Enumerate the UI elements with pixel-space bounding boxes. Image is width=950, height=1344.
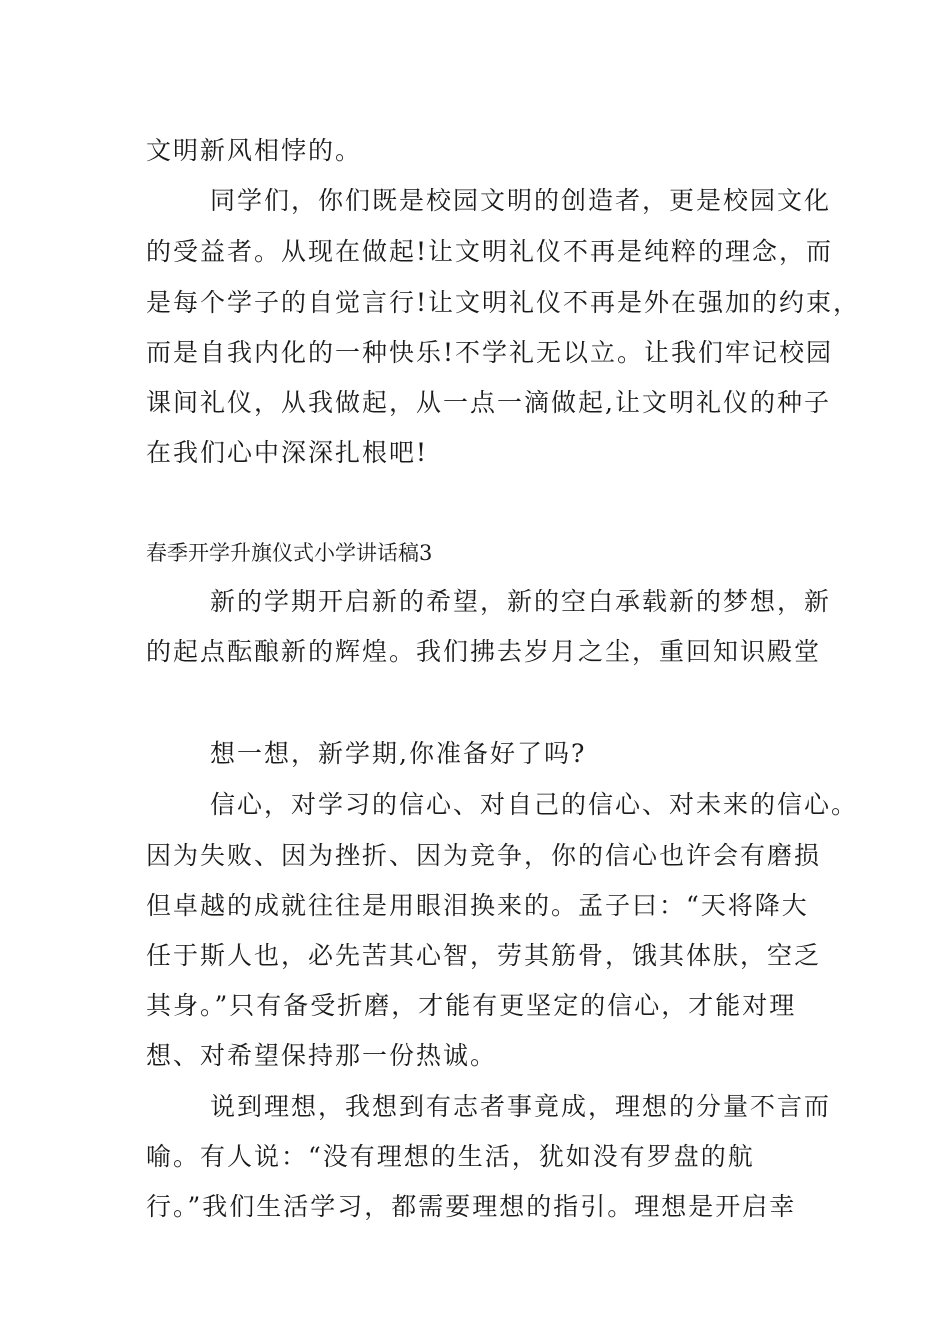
paragraph-line: 但卓越的成就往往是用眼泪换来的。孟子曰：“天将降大 xyxy=(146,891,809,920)
paragraph-line: 的起点酝酿新的辉煌。我们拂去岁月之尘，重回知识殿堂 xyxy=(146,637,822,666)
paragraph-line: 因为失败、因为挫折、因为竞争，你的信心也许会有磨损 xyxy=(146,841,822,870)
paragraph-line: 喻。有人说：“没有理想的生活，犹如没有罗盘的航 xyxy=(146,1142,755,1171)
section-heading: 春季开学升旗仪式小学讲话稿3 xyxy=(146,541,433,565)
paragraph-line: 行。”我们生活学习，都需要理想的指引。理想是开启幸 xyxy=(146,1192,797,1221)
paragraph-line: 想、对希望保持那一份热诚。 xyxy=(146,1041,498,1070)
paragraph-line: 信心，对学习的信心、对自己的信心、对未来的信心。 xyxy=(210,790,859,819)
paragraph-line: 其身。”只有备受折磨，才能有更坚定的信心，才能对理 xyxy=(146,991,797,1020)
paragraph-line: 同学们，你们既是校园文明的创造者，更是校园文化 xyxy=(210,186,832,215)
paragraph-line: 而是自我内化的一种快乐!不学礼无以立。让我们牢记校园 xyxy=(146,338,834,367)
paragraph-line: 任于斯人也，必先苦其心智，劳其筋骨，饿其体肤，空乏 xyxy=(146,941,822,970)
paragraph-line: 在我们心中深深扎根吧! xyxy=(146,438,429,467)
paragraph-line: 想一想，新学期,你准备好了吗? xyxy=(210,739,587,768)
paragraph-line: 课间礼仪，从我做起，从一点一滴做起,让文明礼仪的种子 xyxy=(146,388,831,417)
paragraph-line: 说到理想，我想到有志者事竟成，理想的分量不言而 xyxy=(210,1092,832,1121)
paragraph-line: 文明新风相悖的。 xyxy=(146,136,363,165)
paragraph-line: 新的学期开启新的希望，新的空白承载新的梦想，新 xyxy=(210,587,832,616)
paragraph-line: 的受益者。从现在做起!让文明礼仪不再是纯粹的理念，而 xyxy=(146,237,834,266)
paragraph-line: 是每个学子的自觉言行!让文明礼仪不再是外在强加的约束， xyxy=(146,288,861,317)
